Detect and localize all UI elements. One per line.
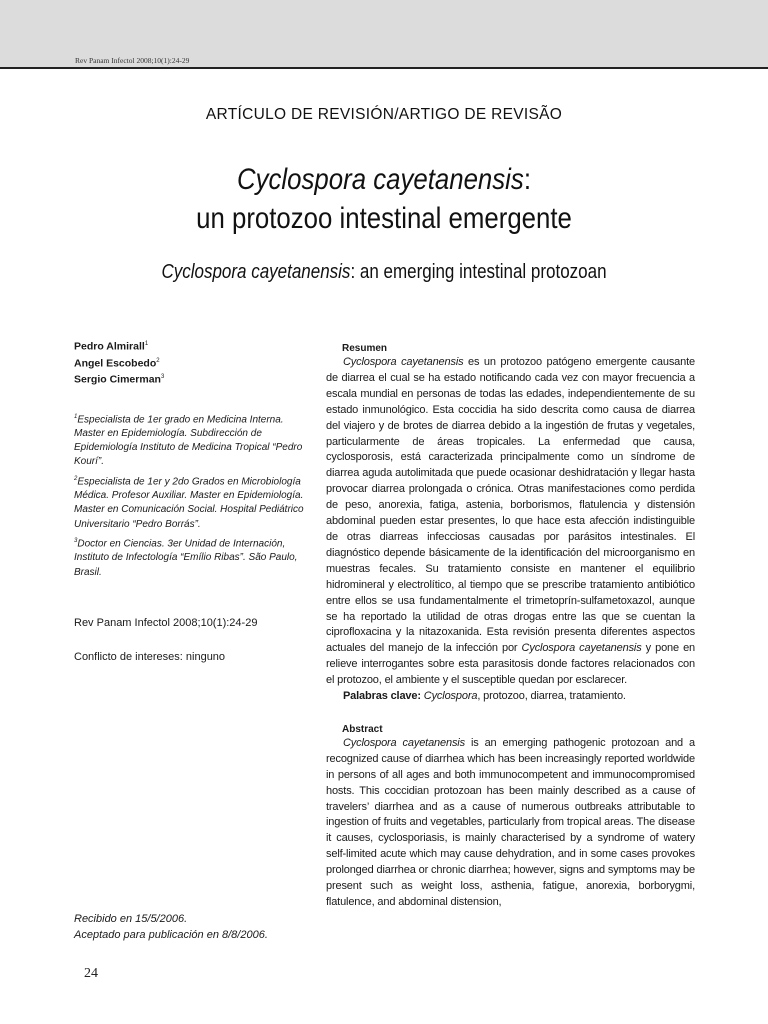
title-species: Cyclospora cayetanensis xyxy=(236,163,524,196)
submission-dates xyxy=(74,911,268,943)
author: Angel Escobedo$^2$ xyxy=(74,357,160,369)
resumen-text: Cyclospora cayetanensis es un protozoo patógeno emergente causante de diarrea el cual se ha estado notificando cada vez con mayor frecuencia a escala mundial en personas de todas las edades, independientemente de su estado inmunológico. Esta coccidia ha sido descrita como causa de diarrea del viajero y de brotes de diarrea debido a la ingestión de frutas y vegetales, particularmente de áreas tropicales. La enfermedad que causa, cyclosporosis, está caracterizada principalmente como un síndrome de diarrea aguda autolimitada que puede ocasionar deshidratación y llegar hasta provocar diarrea prolongada o crónica. Otras manifestaciones como perdida de peso, anorexia, fatiga, astenia, borborismos, flatulencia y distensión abdominal pueden estar presentes, lo que hace esta afección indistinguible de otras diarreas infecciosas causadas por parásitos intestinales. El diagnóstico depende básicamente de la identificación del microorganismo en muestras fecales. Su tratamiento consiste en mantener el equilibrio hidromineral y electrolítico, al tiempo que se prescribe tratamiento antibiótico entre ellos se usa fundamentalmente el trimetoprín-sulfametoxazol, aunque se ha reportado la utilidad de otras drogas entre las que se cuentan la ciprofloxacina y la nitazoxanida. Esta revisión presenta diferentes aspectos actuales del manejo de la infección por Cyclospora cayetanensis y pone en relieve interrogantes sobre esta parasitosis donde factores relacionados con el protozoo, el ambiente y el susceptible quedan por esclarecer. xyxy=(326,356,696,687)
affiliations xyxy=(74,410,306,580)
affiliation: $^2$Especialista de 1er y 2do Grados en Microbiología Médica. Profesor Auxiliar. Master en Epidemiología. Master en Comunicación Social. Hospital Pediátrico Universitario “Pedro Borrás”. xyxy=(74,475,304,530)
abstract-heading: Abstract xyxy=(342,723,383,735)
author: Pedro Almirall$^1$ xyxy=(74,340,149,353)
article-title xyxy=(54,160,714,238)
abstract-text: Cyclospora cayetanensis is an emerging pathogenic protozoan and a recognized cause of diarrhea which has been increasingly reported worldwide in persons of all ages and both immunocompetent and immunocompromised hosts. This coccidian protozoan has been mainly described as a cause of travelers’ diarrhea and as a cause of numerous outbreaks attributable to ingestion of fruits and vegetables, particularly from tropical areas. The disease it causes, cyclosporiasis, is mainly characterised by a syndrome of watery self-limited acute which may cause dehydration, and in some cases provokes prolonged diarrhea or chronic diarrhea; however, signs and symptoms may be present such as weight loss, asthenia, fatigue, anorexia, borborygmi, flatulence, and abdominal distension, xyxy=(326,736,695,908)
resumen-heading: Resumen xyxy=(342,343,388,354)
received-date: Recibido en 15/5/2006. xyxy=(74,913,188,925)
article-subtitle xyxy=(58,261,711,284)
affiliation: $^1$Especialista de 1er grado en Medicina Interna. Master en Epidemiología. Subdirección de Epidemiología Instituto de Medicina Tropical “Pedro Kourí”. xyxy=(74,413,303,468)
keywords: Palabras clave: Cyclospora, protozoo, diarrea, tratamiento. xyxy=(343,690,626,703)
subtitle-species: Cyclospora cayetanensis xyxy=(161,261,351,283)
header-rule xyxy=(0,67,768,69)
abstract-block xyxy=(326,724,695,911)
abstract-column xyxy=(326,343,695,911)
affiliation: $^3$Doctor en Ciencias. 3er Unidad de Internación, Instituto de Infectología “Emílio Ribas”. São Paulo, Brasil. xyxy=(74,537,298,578)
subtitle-rest: : an emerging intestinal protozoan xyxy=(350,261,607,283)
title-colon: : xyxy=(523,163,531,196)
section-label: ARTÍCULO DE REVISIÓN/ARTIGO DE REVISÃO xyxy=(205,106,563,123)
accepted-date: Aceptado para publicación en 8/8/2006. xyxy=(74,929,268,941)
author-column xyxy=(74,337,306,582)
title-line2: un protozoo intestinal emergente xyxy=(196,202,572,235)
citation: Rev Panam Infectol 2008;10(1):24-29 xyxy=(74,617,258,629)
author-list xyxy=(74,337,306,387)
author: Sergio Cimerman$^3$ xyxy=(74,373,165,386)
page-number: 24 xyxy=(84,966,98,981)
running-head: Rev Panam Infectol 2008;10(1):24-29 xyxy=(75,56,190,65)
conflict-of-interest: Conflicto de intereses: ninguno xyxy=(74,651,226,663)
